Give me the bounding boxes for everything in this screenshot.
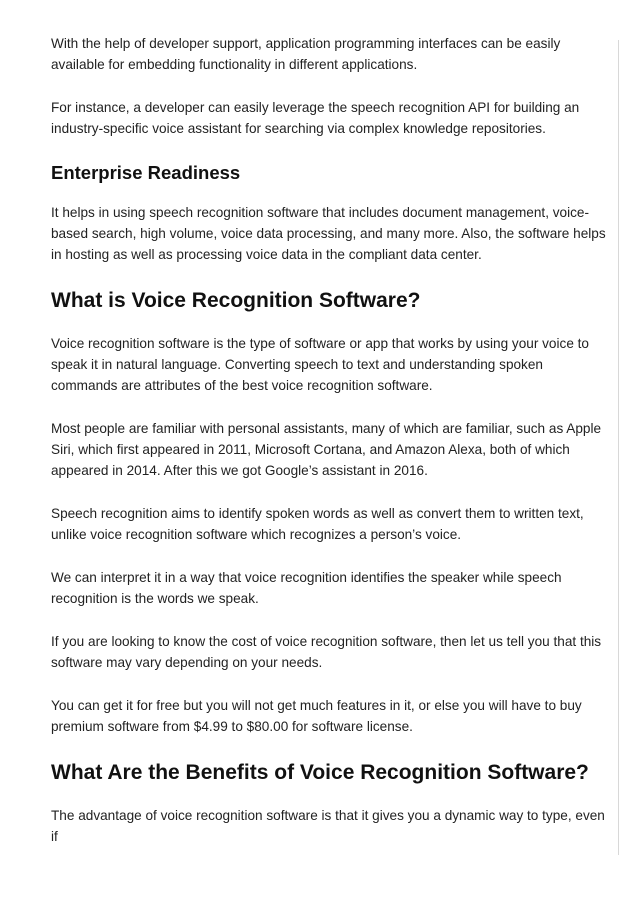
paragraph-cost: If you are looking to know the cost of voice recognition software, then let us tell you that this software may vary depending on your needs. <box>51 634 602 670</box>
heading-enterprise-readiness: Enterprise Readiness <box>51 162 241 183</box>
page-edge-divider <box>618 40 619 855</box>
article-body <box>51 33 611 869</box>
heading-benefits: What Are the Benefits of Voice Recognition Software? <box>51 761 589 784</box>
paragraph-api-example: For instance, a developer can easily leverage the speech recognition API for building an industry-specific voice assistant for searching via complex knowledge repositories. <box>51 100 580 136</box>
paragraph-enterprise: It helps in using speech recognition software that includes document management, voice-based search, high volume, voice data processing, and many more. Also, the software helps in hosting as well as processing voice data in the compliant data center. <box>51 205 606 262</box>
heading-what-is-voice-recognition: What is Voice Recognition Software? <box>51 289 421 312</box>
paragraph-definition: Voice recognition software is the type of software or app that works by using your voice to speak it in natural language. Converting speech to text and understanding spoken commands are attributes of the best voice recognition software. <box>51 336 589 393</box>
paragraph-api: With the help of developer support, application programming interfaces can be easily available for embedding functionality in different applications. <box>51 36 561 72</box>
paragraph-pricing: You can get it for free but you will not get much features in it, or else you will have to buy premium software from $4.99 to $80.00 for software license. <box>51 698 582 734</box>
paragraph-speech-vs-voice: Speech recognition aims to identify spoken words as well as convert them to written text, unlike voice recognition software which recognizes a person’s voice. <box>51 506 584 542</box>
paragraph-assistants: Most people are familiar with personal assistants, many of which are familiar, such as Apple Siri, which first appeared in 2011, Microsoft Cortana, and Amazon Alexa, both of which appeared in 2014. After this we got Google’s assistant in 2016. <box>51 421 602 478</box>
paragraph-interpretation: We can interpret it in a way that voice recognition identifies the speaker while speech recognition is the words we speak. <box>51 570 562 606</box>
paragraph-benefits: The advantage of voice recognition software is that it gives you a dynamic way to type, even if <box>51 808 605 844</box>
